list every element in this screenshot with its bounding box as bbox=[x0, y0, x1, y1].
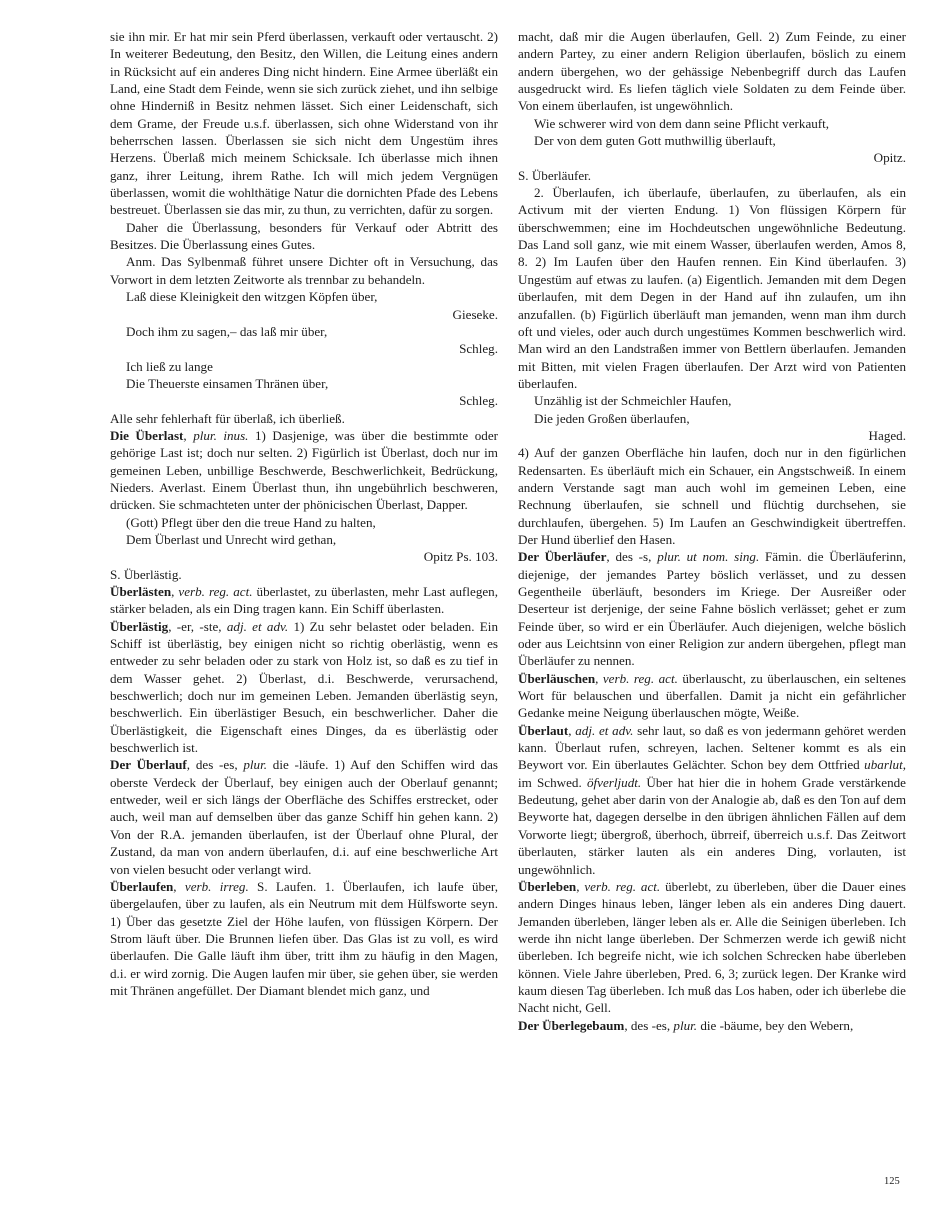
verse-line: Wie schwerer wird von dem dann seine Pflicht verkauft, bbox=[534, 115, 830, 131]
dictionary-entry: Die Überlast, plur. inus. 1) Dasjenige, was über die bestimmte oder gehörige Last ist; doch nur selten. 2) Figürlich ist Überlast, doch nur im gemeinen Leben, unbillige Beschwerde, Beschwerlichkeit, Bedrückung, Nieders. Averlast. Einem Überlast thun, ihn ungebührlich beschweren, drücken. Sie schmachteten unter der phönicischen Überlast, Dapper. bbox=[110, 427, 498, 513]
paragraph: macht, daß mir die Augen überlaufen, Gell. 2) Zum Feinde, zu einer andern Partey, zu einer andern Religion überlaufen, böslich zu einem andern übergehen, wo der gehässige Nebenbegriff durch das Laufen ausgedruckt wird. Es liefen täglich viele Soldaten zu dem Feinde über. Von einem überlaufen, ist ungewöhnlich. bbox=[518, 29, 906, 114]
headword: Überlästig bbox=[110, 618, 169, 634]
headword: Überlaut bbox=[518, 722, 569, 738]
verse-line: Ich ließ zu lange bbox=[126, 358, 213, 374]
entry-text: die -bäume, bey den Webern, bbox=[700, 1017, 854, 1033]
left-column bbox=[110, 28, 498, 999]
dictionary-entry bbox=[110, 756, 498, 877]
paragraph: S. Überläufer. bbox=[518, 167, 592, 183]
grammar-note: adj. et adv. bbox=[575, 722, 634, 738]
grammar-note: verb. reg. act. bbox=[178, 584, 253, 599]
grammar-note: plur. bbox=[673, 1017, 698, 1033]
paragraph: 2. Überlaufen, ich überlaufe, überlaufen, zu überlaufen, als ein Activum mit der vierten Endung. 1) Von flüssigen Körpern für überschwemmen; eine im Hochdeutschen ungewöhnliche Bedeutung. Das Land soll ganz, wie mit einem Wasser, überlaufen werden, Amos 8, 8. 2) Im Laufen über den Haufen rennen. Ein Kind überlaufen. 3) Ungestüm auf etwas zu laufen. (a) Eigentlich. Jemanden mit dem Degen überlaufen, mit dem Degen in der Hand auf ihn zulaufen, um ihn anzufallen. (b) Figürlich überläuft man jemanden, wenn man ihm durch oft und vieles, oder auch durch ungestümes Kommen beschwerlich wird. Man wird an den Landstraßen immer von Bettlern überlaufen. Jemanden mit Bitten, mit vielen Fragen überlaufen. Der Arzt wird von Patienten überlaufen. bbox=[518, 185, 906, 391]
inflection: , -er, -ste, bbox=[168, 618, 222, 634]
verse-line: Doch ihm zu sagen,– das laß mir über, bbox=[126, 323, 328, 339]
verse-line: Der von dem guten Gott muthwillig überlauft, bbox=[534, 133, 776, 149]
verse-line: Laß diese Kleinigkeit den witzgen Köpfen über, bbox=[126, 289, 378, 305]
headword: Überlästen bbox=[110, 584, 172, 599]
dictionary-entry bbox=[518, 1017, 906, 1034]
paragraph: Anm. Das Sylbenmaß führet unsere Dichter oft in Versuchung, das Vorwort in dem letzten Zeitworte als trennbar zu behandeln. bbox=[110, 254, 498, 287]
verse-line: Unzählig ist der Schmeichler Haufen, bbox=[534, 393, 732, 409]
inflection: , des -es, bbox=[186, 757, 238, 773]
entry-text: im Schwed. bbox=[518, 774, 582, 790]
headword: Der Überlauf bbox=[110, 757, 187, 773]
entry-text: S. Laufen. 1. Überlaufen, ich laufe über, übergelaufen, über zu laufen, als ein Neutrum mit dem Hülfsworte seyn. 1) Über das gesetzte Ziel der Höhe laufen, von flüssigen Körpern. Der Strom läuft über. Die Brunnen liefen über. Das Glas ist zu voll, es wird überlaufen. Die Galle läuft ihm über, tritt ihm zu häufig in den Magen, d.i. er wird zornig. Die Augen laufen mir über, sie gehen über, sie werden mit Thränen angefüllet. Der Diamant blendet mich ganz, und bbox=[110, 878, 498, 998]
inflection: , des -s, bbox=[606, 549, 652, 565]
paragraph: S. Überlästig. bbox=[110, 566, 182, 582]
verse-line: Dem Überlast und Unrecht wird gethan, bbox=[126, 531, 337, 547]
quote-source: Schleg. bbox=[459, 393, 498, 409]
entry-text: 1) Zu sehr belastet oder beladen. Ein Schiff ist überlästig, bey einigen nicht so richtig oberlästig, wenn es entweder zu sehr beladen oder zu stark von Holz ist, so daß es zu tief in dem Wasser gehet. 2) Überlast, d.i. Beschwerde, verursachend, beschwerlich; doch nur im gemeinen Leben. Jemanden überlästig seyn, beschwerlich. Ein überlästiger Besuch, ein beschwerlicher. Daher die Überlästigkeit, die Eigenschaft eines Dinges, da es überlästig oder beschwerlich ist. bbox=[110, 618, 498, 756]
verse-line: Die Theuerste einsamen Thränen über, bbox=[126, 375, 329, 391]
verse-line: Die jeden Großen überlaufen, bbox=[534, 410, 690, 426]
cited-form: öfverljudt. bbox=[586, 774, 642, 790]
dictionary-entry bbox=[518, 548, 906, 669]
grammar-note: plur. ut nom. sing. bbox=[657, 549, 760, 565]
entry-text: Über hat hier die in hohem Grade verstärkende Bedeutung, gehet aber darin von der Analogie ab, daß es den Ton auf dem Beyworte hat, dagegen derselbe in den übrigen ähnlichen Fällen auf dem Vorworte liegt; übergroß, überhoch, übrreif, überreich u.s.f. Das Zeitwort überlauten, stärker lauten als ein anderes Ding, vorlauten, ist ungewöhnlich. bbox=[518, 774, 906, 877]
grammar-note: adj. et adv. bbox=[226, 618, 289, 634]
grammar-note: plur. bbox=[243, 757, 268, 773]
dictionary-entry: Überläuschen, verb. reg. act. überlauscht, zu überlauschen, ein seltenes Wort für belauschen und überfallen. Damit ja nicht ein gefährlicher Gedanke meine Neigung überlauschen mögte, Weiße. bbox=[518, 670, 906, 721]
quote-source: Opitz. bbox=[873, 150, 906, 166]
paragraph: Daher die Überlassung, besonders für Verkauf oder Abtritt des Besitzes. Die Überlassung eines Gutes. bbox=[110, 219, 498, 253]
verse-line: (Gott) Pflegt über den die treue Hand zu halten, bbox=[126, 514, 376, 530]
dictionary-entry: Überlästen, verb. reg. act. überlastet, zu überlasten, mehr Last auflegen, stärker beladen, als ein Ding tragen kann. Ein Schiff überlasten. bbox=[110, 584, 498, 617]
dictionary-entry: Überlaufen, verb. irreg. S. Laufen. 1. Überlaufen, ich laufe über, übergelaufen, über zu laufen, als ein Neutrum mit dem Hülfsworte seyn. 1) Über das gesetzte Ziel der Höhe laufen, von flüssigen Körpern. Der Strom läuft über. Die Brunnen liefen über. Das Glas ist zu voll, es wird überlaufen. Die Galle läuft ihm über, tritt ihm zu häufig in den Magen, d.i. er wird zornig. Die Augen laufen mir über, sie gehen über, sie werden mit Thränen angefüllet. Der Diamant blendet mich ganz, und bbox=[110, 878, 498, 998]
quote-source: Opitz Ps. 103. bbox=[423, 549, 498, 565]
headword: Die Überlast bbox=[110, 427, 184, 443]
entry-text: 1) Dasjenige, was über die bestimmte oder gehörige Last ist; doch nur selten. 2) Figürlich ist Überlast, doch nur im gemeinen Leben, unbillige Beschwerde, Beschwerlichkeit, Bedrückung, Nieders. Averlast. Einem Überlast thun, ihn ungebührlich beschweren, drücken. Sie schmachteten unter der phönicischen Überlast, Dapper. bbox=[110, 427, 498, 513]
paragraph: Alle sehr fehlerhaft für überlaß, ich überließ. bbox=[110, 410, 345, 426]
dictionary-entry: Überlaut, adj. et adv. sehr laut, so daß es von jedermann gehöret werden kann. Überlaut rufen, schreyen, lachen. Seltener kommt es als ein Beywort vor. Ein überlautes Gelächter. Schon bey dem Ottfried ubarlut, im Schwed. öfverljudt. Über hat hier die in hohem Grade verstärkende Bedeutung, gehet aber darin von der Analogie ab, daß es den Ton auf dem Beyworte hat, dagegen derselbe in den übrigen ähnlichen Fällen auf dem Vorworte liegt; übergroß, überhoch, übrreif, überreich u.s.f. Das Zeitwort überlauten, stärker lauten als ein anderes Ding, vorlauten, ist ungewöhnlich. bbox=[518, 722, 907, 877]
dictionary-entry bbox=[110, 618, 498, 757]
grammar-note: verb. irreg. bbox=[184, 878, 249, 894]
headword: Überläuschen bbox=[518, 670, 596, 686]
paragraph: sie ihn mir. Er hat mir sein Pferd überlassen, verkauft oder vertauscht. 2) In weiterer Bedeutung, den Besitz, den Willen, die Leitung eines andern in Rücksicht auf ein anderes Ding nicht hindern. Eine Armee überläßt ein Land, eine Stadt dem Feinde, wenn sie sich zurück ziehet, und ihn selbige ohne Hinderniß in Besitz nehmen lässet. Sich einer Leidenschaft, sich dem Grame, der Freude u.s.f. überlassen, sich ohne Widerstand von ihr beherrschen lassen. Überlassen sie sich nicht dem Ungestüm ihres Herzens. Überlaß mich meinem Schicksale. Ich überlasse mich ihnen ganz, ihrer Leitung, ihrem Rathe. Ich will mich jedem Vergnügen überlassen, womit die wohlthätige Natur die dornichten Pfade des Lebens bestreuet. Überlassen sie das mir, zu thun, zu verrichten, dafür zu sorgen. bbox=[110, 29, 498, 218]
entry-text: überlastet, zu überlasten, mehr Last auflegen, stärker beladen, als ein Ding tragen kann. Ein Schiff überlasten. bbox=[110, 584, 498, 617]
inflection: , des -es, bbox=[624, 1017, 671, 1033]
quote-source: Schleg. bbox=[459, 341, 498, 357]
entry-text: überlauscht, zu überlauschen, ein seltenes Wort für belauschen und überfallen. Damit ja nicht ein gefährlicher Gedanke meine Neigung überlauschen mögte, Weiße. bbox=[518, 670, 906, 721]
right-column bbox=[518, 28, 906, 1034]
grammar-note: verb. reg. act. bbox=[584, 878, 661, 894]
quote-source: Haged. bbox=[868, 427, 906, 443]
entry-text: sehr laut, so daß es von jedermann gehöret werden kann. Überlaut rufen, schreyen, lachen. Seltener kommt es als ein Beywort vor. Ein überlautes Gelächter. Schon bey dem Ottfried bbox=[518, 722, 906, 773]
entry-text: überlebt, zu überleben, über die Dauer eines andern Dinges hinaus leben, länger leben als ein anderes Ding dauert. Jemanden überleben, länger leben als er. Alle die Seinigen überleben. Ich werde ihn nicht lange überleben. Der Schmerzen werde ich gewiß nicht überleben. Ich begreife nicht, wie ich solchen Schrecken habe überleben können. Viele Jahre überleben, Pred. 6, 3; zurück legen. Der Kranke wird kaum diesen Tag überleben. Ich muß das Los haben, oder ich überlebe die Nacht nicht, Gell. bbox=[518, 878, 907, 1016]
paragraph: 4) Auf der ganzen Oberfläche hin laufen, doch nur in den figürlichen Redensarten. Es überläuft mich ein Schauer, ein Angstschweiß. In einem andern Verstande sagt man auch wohl im gemeinen Leben, eine Rechnung überlaufen, sie schnell und flüchtig durchsehen, sie durchlaufen, übergehen. 5) Im Laufen an Geschwindigkeit übertreffen. Der Hund überlief den Hasen. bbox=[518, 445, 906, 547]
quote-source: Gieseke. bbox=[452, 306, 498, 322]
headword: Der Überläufer bbox=[518, 549, 607, 565]
dictionary-entry: Überleben, verb. reg. act. überlebt, zu überleben, über die Dauer eines andern Dinges hinaus leben, länger leben als ein anderes Ding dauert. Jemanden überleben, länger leben als er. Alle die Seinigen überleben. Ich werde ihn nicht lange überleben. Der Schmerzen werde ich gewiß nicht überleben. Ich begreife nicht, wie ich solchen Schrecken habe überleben können. Viele Jahre überleben, Pred. 6, 3; zurück legen. Der Kranke wird kaum diesen Tag überleben. Ich muß das Los haben, oder ich überlebe die Nacht nicht, Gell. bbox=[518, 878, 907, 1016]
headword: Überleben bbox=[518, 878, 577, 894]
grammar-note: plur. inus. bbox=[193, 427, 249, 443]
headword: Überlaufen bbox=[110, 878, 174, 894]
page-number: 125 bbox=[884, 1176, 900, 1187]
headword: Der Überlegebaum bbox=[518, 1017, 625, 1033]
entry-text: die -läufe. 1) Auf den Schiffen wird das oberste Verdeck der Überlauf, bey einigen auch der Oberlauf genannt; entweder, weil er sich längs der Oberfläche des Schiffes erstrecket, oder auch, weil man auf demselben über das ganze Schiff hin gehen kann. 2) Von der R.A. jemanden überlaufen, ist der Überlauf ohne Plural, der Zustand, da man von andern überlaufen, d.i. auf eine beschwerliche Art von vielen besucht oder verlangt wird. bbox=[110, 757, 498, 877]
entry-text: Fämin. die Überläuferinn, diejenige, der jemandes Partey böslich verlässet, und zu dessen Gegentheile überläuft, besonders im Kriege. Der Ausreißer oder Deserteur ist derjenige, der seine Fahne böslich verlässet; gehet er zum Feinde über, so wird er ein Überläufer. Auch diejenigen, welche böslich oder aus Leichtsinn von einer Religion zur andern übergehen, pflegt man Überläufer zu nennen. bbox=[518, 549, 906, 669]
cited-form: ubarlut, bbox=[864, 757, 907, 773]
grammar-note: verb. reg. act. bbox=[602, 670, 678, 686]
